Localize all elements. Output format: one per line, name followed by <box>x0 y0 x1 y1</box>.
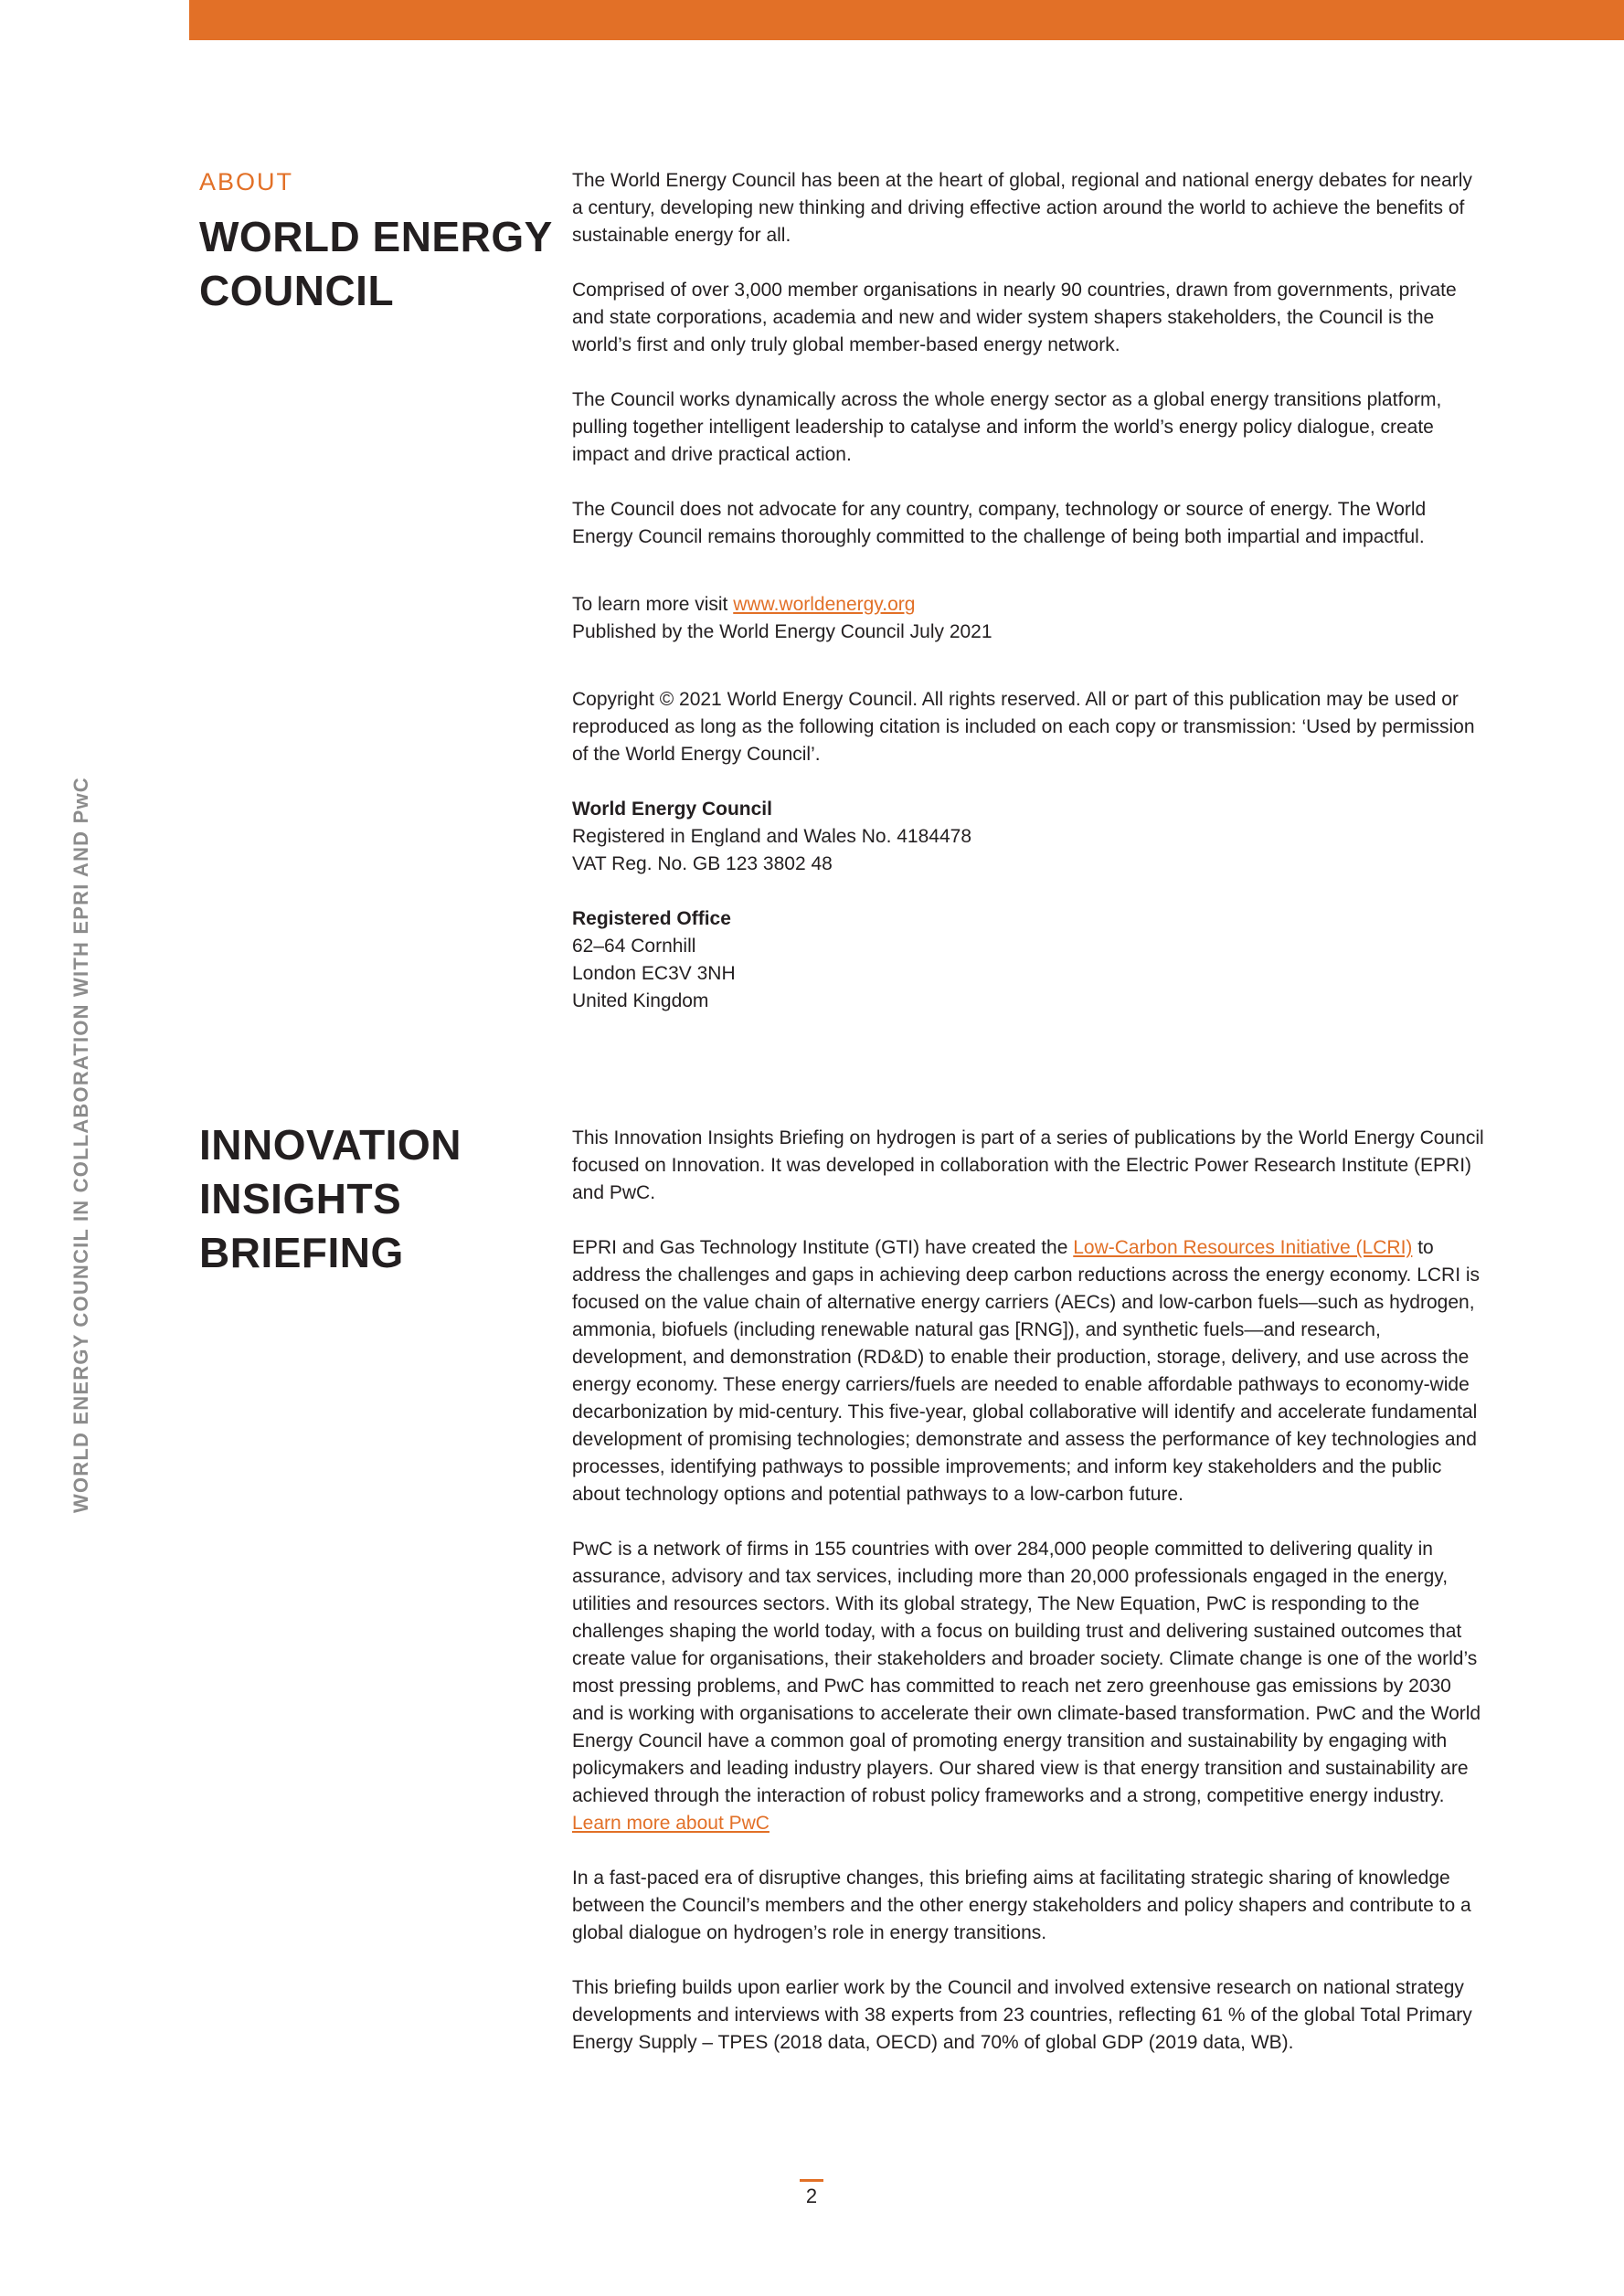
org-name: World Energy Council <box>572 799 772 820</box>
side-running-title: WORLD ENERGY COUNCIL IN COLLABORATION WITH EPRI AND PwC <box>69 777 92 1513</box>
office-label: Registered Office <box>572 908 731 929</box>
briefing-paragraph: This briefing builds upon earlier work by the Council and involved extensive research on national strategy developments and interviews with 38 experts from 23 countries, reflecting 61 % of the global Total Primary Energy Supply – TPES (2018 data, OECD) and 70% of global GDP (2019 data, WB). <box>572 1977 1472 2053</box>
address-line: 62–64 Cornhill <box>572 936 696 957</box>
briefing-paragraph <box>572 1234 1486 1508</box>
about-paragraph: The Council does not advocate for any country, company, technology or source of energy. The World Energy Council remains thoroughly committed to the challenge of being both impartial and impactful. <box>572 499 1427 547</box>
page-number-accent <box>800 2179 823 2182</box>
published-line: Published by the World Energy Council July 2021 <box>572 621 992 642</box>
lcri-suffix: to address the challenges and gaps in achieving deep carbon reductions across the energy economy. LCRI is focused on the value chain of alternative energy carriers (AECs) and low-carbon fuels—such as hydrogen, ammonia, biofuels (including renewable natural gas [RNG]), and synthetic fuels—and research, development, and demonstration (RD&D) to enable their production, storage, delivery, and use across the energy economy. These energy carriers/fuels are needed to enable affordable pathways to economy-wide decarbonization by mid-century. This five-year, global collaborative will identify and accelerate fundamental development of promising technologies; demonstrate and assess the performance of key technologies and processes, identifying pathways to possible improvements; and inform key stakeholders and the public about technology options and potential pathways to a low-carbon future. <box>572 1237 1481 1505</box>
page-number: 2 <box>805 2185 818 2207</box>
about-heading-line: COUNCIL <box>199 267 395 314</box>
address-line: United Kingdom <box>572 990 709 1011</box>
briefing-paragraph: In a fast-paced era of disruptive changes, this briefing aims at facilitating strategic sharing of knowledge between the Council’s members and the other energy stakeholders and policy shapers and contribute to a global dialogue on hydrogen’s role in energy transitions. <box>572 1867 1471 1943</box>
briefing-heading-line: INNOVATION <box>199 1121 462 1169</box>
briefing-paragraph: PwC is a network of firms in 155 countries with over 284,000 people committed to delivering quality in assurance, advisory and tax services, including more than 20,000 professionals engaged in the energy, utilities and resources sectors. With its global strategy, The New Equation, PwC is responding to the challenges shaping the world today, with a focus on building trust and delivering sustained outcomes that create value for organisations, their stakeholders and broader society. Climate change is one of the world’s most pressing problems, and PwC has committed to reach net zero greenhouse gas emissions by 2030 and is working with organisations to accelerate their own climate-based transformation. PwC and the World Energy Council have a common goal of promoting energy transition and sustainability by engaging with policymakers and leading industry players. Our shared view is that energy transition and sustainability are achieved through the interaction of robust policy frameworks and a strong, competitive energy industry. <box>572 1539 1481 1806</box>
briefing-heading <box>199 1118 462 1280</box>
about-heading <box>199 210 553 318</box>
about-heading-line: WORLD ENERGY <box>199 213 553 260</box>
briefing-paragraph: This Innovation Insights Briefing on hydrogen is part of a series of publications by the World Energy Council focused on Innovation. It was developed in collaboration with the Electric Power Research Institute (EPRI) and PwC. <box>572 1127 1484 1203</box>
about-body <box>572 167 1486 1015</box>
briefing-heading-line: INSIGHTS <box>199 1175 402 1222</box>
about-paragraph: The World Energy Council has been at the heart of global, regional and national energy debates for nearly a century, developing new thinking and driving effective action around the world to achieve the benefits of sustainable energy for all. <box>572 170 1472 246</box>
lcri-link[interactable]: Low-Carbon Resources Initiative (LCRI) <box>1073 1237 1413 1258</box>
about-paragraph: The Council works dynamically across the whole energy sector as a global energy transitions platform, pulling together intelligent leadership to catalyse and inform the world’s energy policy dialogue, create impact and drive practical action. <box>572 389 1442 465</box>
about-paragraph: Comprised of over 3,000 member organisations in nearly 90 countries, drawn from governments, private and state corporations, academia and new and wider system shapers stakeholders, the Council is the world’s first and only truly global member-based energy network. <box>572 280 1457 355</box>
worldenergy-link[interactable]: www.worldenergy.org <box>733 594 916 615</box>
learn-more-line <box>572 591 1486 619</box>
lcri-prefix: EPRI and Gas Technology Institute (GTI) have created the <box>572 1237 1074 1258</box>
header-accent-bar <box>189 0 1624 40</box>
registration-number: Registered in England and Wales No. 4184478 <box>572 826 972 847</box>
address-line: London EC3V 3NH <box>572 963 736 984</box>
vat-number: VAT Reg. No. GB 123 3802 48 <box>572 853 833 874</box>
about-eyebrow: ABOUT <box>199 168 294 196</box>
briefing-body <box>572 1125 1486 2057</box>
briefing-heading-line: BRIEFING <box>199 1229 404 1276</box>
learn-more-prefix: To learn more visit <box>572 594 734 615</box>
copyright-text: Copyright © 2021 World Energy Council. All rights reserved. All or part of this publication may be used or reproduced as long as the following citation is included on each copy or transmission: ‘Used by permission of the World Energy Council’. <box>572 689 1475 765</box>
pwc-link[interactable]: Learn more about PwC <box>572 1813 770 1834</box>
